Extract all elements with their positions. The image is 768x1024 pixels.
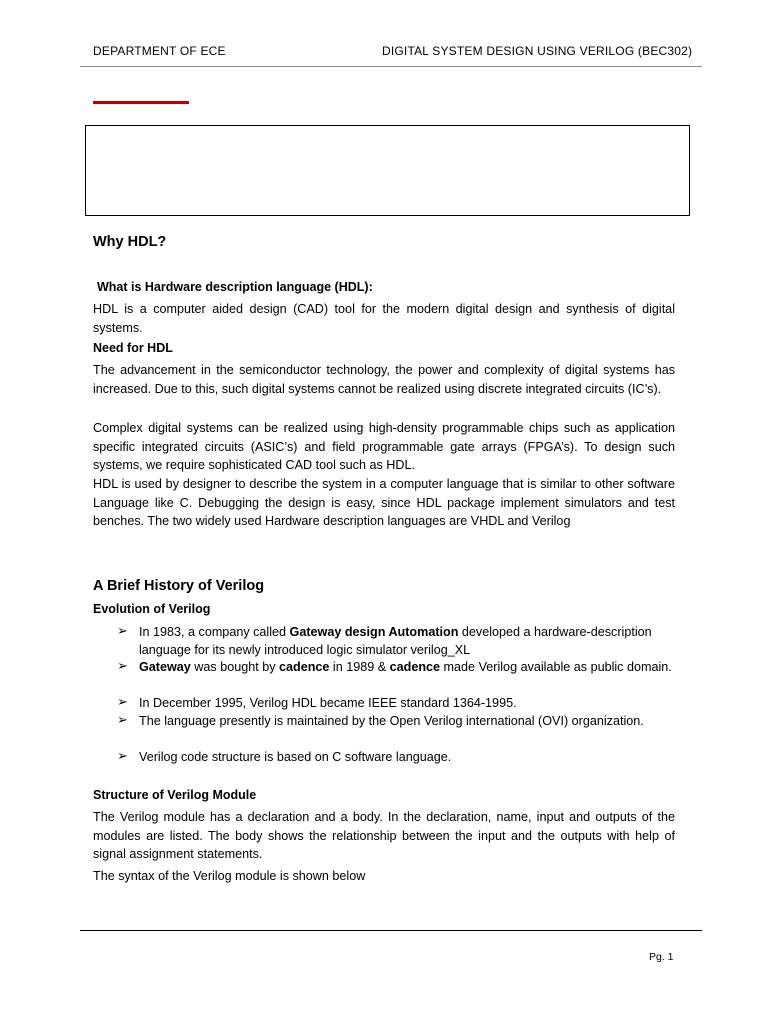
bullet-arrow-icon: ➢ [117, 748, 128, 763]
need-paragraph-3: HDL is used by designer to describe the system in a computer language that is similar to other software Language like C. Debugging the design is easy, since HDL package implement simulators and test benches. The two widely used Hardware description languages are VHDL and Verilog [93, 477, 675, 528]
bullet-arrow-icon: ➢ [117, 658, 128, 673]
bullet-arrow-icon: ➢ [117, 694, 128, 709]
need-paragraph-1: The advancement in the semiconductor technology, the power and complexity of digital systems has increased. Due to this, such digital systems cannot be realized using discrete integrated circuits (IC’s). [93, 363, 675, 396]
what-is-hdl-text: HDL is a computer aided design (CAD) tool for the modern digital design and synthesis of digital systems. [93, 302, 675, 335]
accent-bar [93, 101, 189, 104]
structure-paragraph-2: The syntax of the Verilog module is shown below [93, 869, 366, 883]
bullet-item-5 [93, 748, 675, 766]
bullet-text-4: The language presently is maintained by the Open Verilog international (OVI) organization. [139, 714, 644, 728]
structure-heading: Structure of Verilog Module [93, 788, 257, 802]
bullet-item-2 [93, 658, 675, 676]
what-is-hdl-heading: What is Hardware description language (HDL): [97, 280, 373, 294]
section-title-why-hdl: Why HDL? [93, 234, 167, 250]
bullet-text-2: Gateway was bought by cadence in 1989 & cadence made Verilog available as public domain. [139, 660, 672, 674]
title-box [85, 125, 690, 216]
bullet-item-3 [93, 694, 675, 712]
bullet-arrow-icon: ➢ [117, 712, 128, 727]
bullet-item-1 [93, 623, 675, 659]
bullet-text-5: Verilog code structure is based on C software language. [139, 750, 452, 764]
bullet-text-1: In 1983, a company called Gateway design Automation developed a hardware-description language for its newly introduced logic simulator verilog_XL [139, 625, 652, 657]
need-for-hdl-heading: Need for HDL [93, 341, 173, 355]
bullet-arrow-icon: ➢ [117, 623, 128, 638]
bullet-text-3: In December 1995, Verilog HDL became IEEE standard 1364-1995. [139, 696, 517, 710]
structure-paragraph-1: The Verilog module has a declaration and a body. In the declaration, name, input and outputs of the modules are listed. The body shows the relationship between the input and the outputs with help of signal assignment statements. [93, 810, 675, 861]
header-rule [80, 66, 702, 67]
need-paragraph-2: Complex digital systems can be realized using high-density programmable chips such as application specific integrated circuits (ASIC’s) and field programmable gate arrays (FPGA’s). To design such systems, we require sophisticated CAD tool such as HDL. [93, 421, 675, 472]
footer-rule [80, 930, 702, 931]
evolution-heading: Evolution of Verilog [93, 602, 211, 616]
header-right: DIGITAL SYSTEM DESIGN USING VERILOG (BEC302) [382, 44, 693, 58]
page-number: Pg. 1 [649, 951, 674, 963]
section-title-history: A Brief History of Verilog [93, 578, 265, 594]
header-left: DEPARTMENT OF ECE [93, 44, 226, 58]
bullet-item-4 [93, 712, 675, 730]
